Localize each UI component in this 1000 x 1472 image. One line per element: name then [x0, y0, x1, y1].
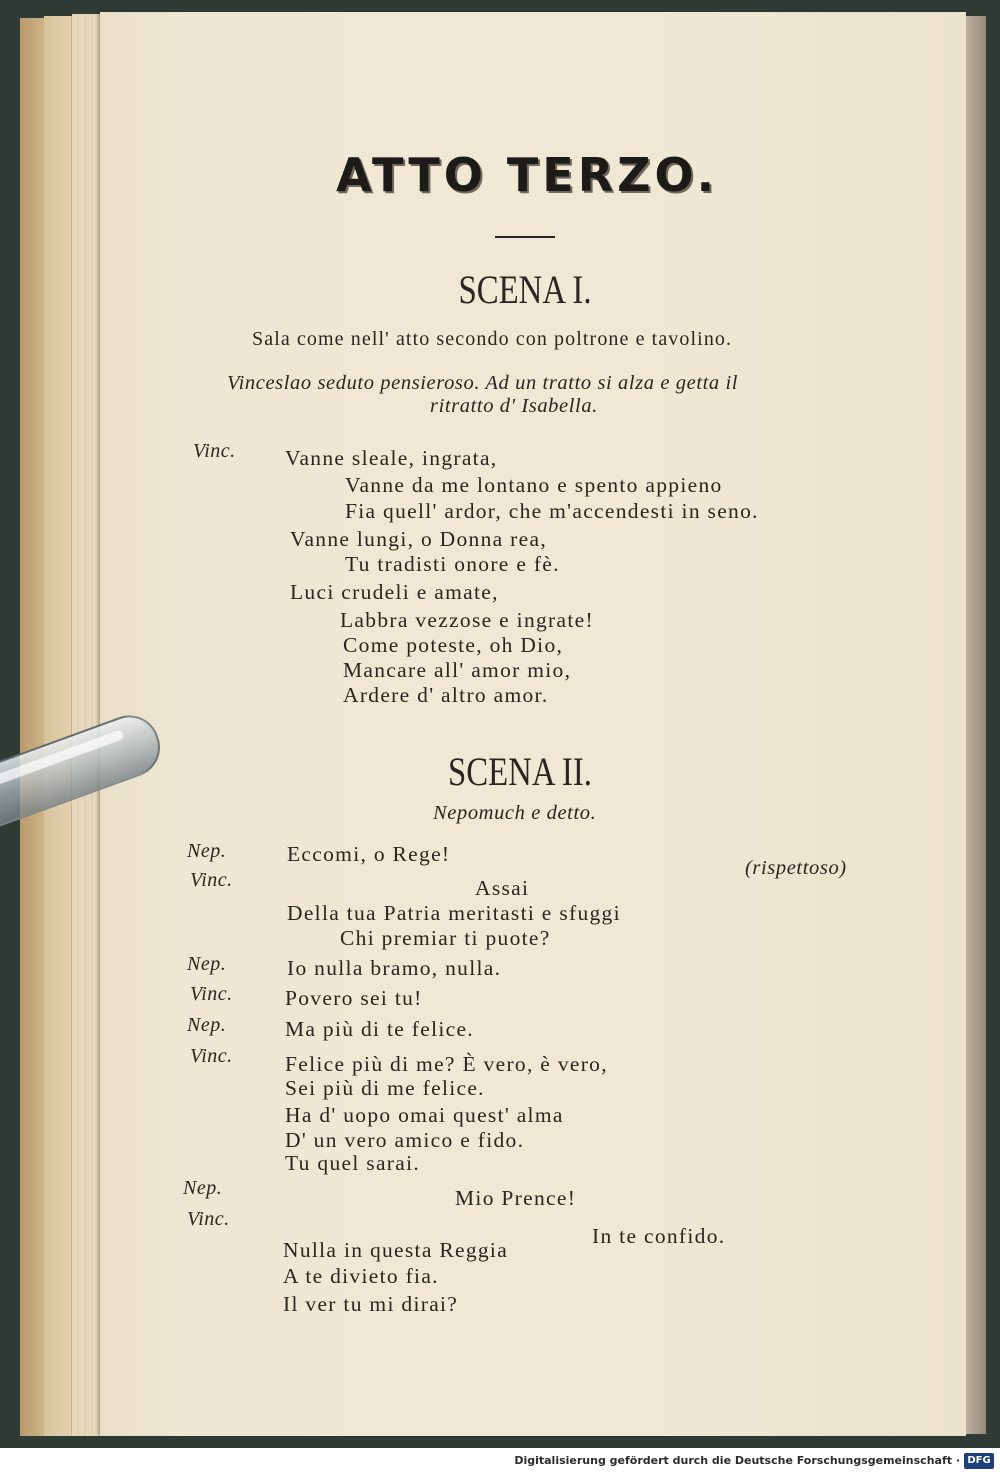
- scene-2-heading: SCENA II.: [448, 749, 592, 794]
- verse-line: Tu quel sarai.: [285, 1151, 421, 1175]
- verse-line: Ma più di te felice.: [285, 1017, 474, 1041]
- page-edge-middle: [44, 16, 72, 1436]
- scene-1-direction-line: ritratto d' Isabella.: [430, 395, 598, 417]
- verse-line: Vanne sleale, ingrata,: [285, 446, 498, 470]
- book-page: [100, 12, 966, 1436]
- clamp-highlight: [0, 729, 125, 790]
- verse-line: A te divieto fia.: [283, 1264, 439, 1288]
- scene-2-direction: Nepomuch e detto.: [433, 802, 597, 824]
- verse-line: Labbra vezzose e ingrate!: [340, 608, 594, 632]
- verse-line: Della tua Patria meritasti e sfuggi: [287, 901, 621, 925]
- scene-1-setting: Sala come nell' atto secondo con poltrone e tavolino.: [252, 328, 733, 350]
- verse-line: Ardere d' altro amor.: [343, 683, 549, 707]
- verse-line: Povero sei tu!: [285, 986, 423, 1010]
- speaker-label: Vinc.: [187, 1208, 230, 1230]
- speaker-label: Nep.: [187, 1014, 227, 1036]
- verse-line: Tu tradisti onore e fè.: [345, 552, 560, 576]
- verse-line: Nulla in questa Reggia: [283, 1238, 509, 1262]
- act-title: ATTO TERZO.: [335, 148, 719, 202]
- verse-line: Felice più di me? È vero, è vero,: [285, 1052, 608, 1076]
- speaker-label: Nep.: [187, 840, 227, 862]
- verse-line: Mio Prence!: [455, 1186, 577, 1210]
- page-edge-right: [966, 16, 986, 1434]
- scene-1-heading: SCENA I.: [458, 267, 592, 312]
- verse-line: Mancare all' amor mio,: [343, 658, 572, 682]
- verse-line: Vanne da me lontano e spento appieno: [345, 473, 723, 497]
- speaker-label: Nep.: [183, 1177, 223, 1199]
- verse-line: Luci crudeli e amate,: [290, 580, 499, 604]
- verse-line: Il ver tu mi dirai?: [283, 1292, 459, 1316]
- stage-aside: (rispettoso): [745, 857, 847, 879]
- verse-line: Assai: [475, 876, 530, 900]
- verse-line: Chi premiar ti puote?: [340, 926, 551, 950]
- speaker-label: Vinc.: [190, 869, 233, 891]
- speaker-label: Vinc.: [193, 440, 236, 462]
- verse-line: Fia quell' ardor, che m'accendesti in seno.: [345, 499, 759, 523]
- page-edge-outer: [20, 18, 44, 1436]
- digitization-credit: Digitalisierung gefördert durch die Deutsche Forschungsgemeinschaft ·: [514, 1454, 960, 1467]
- verse-line: Io nulla bramo, nulla.: [287, 956, 502, 980]
- verse-line: Come poteste, oh Dio,: [343, 633, 564, 657]
- title-divider: [495, 236, 555, 238]
- verse-line: D' un vero amico e fido.: [285, 1128, 525, 1152]
- scene-1-direction-line: Vinceslao seduto pensieroso. Ad un tratto si alza e getta il: [227, 372, 739, 394]
- dfg-logo-icon: DFG: [964, 1453, 994, 1469]
- speaker-label: Vinc.: [190, 983, 233, 1005]
- verse-line: Ha d' uopo omai quest' alma: [285, 1103, 564, 1127]
- verse-line: In te confido.: [592, 1224, 726, 1248]
- speaker-label: Vinc.: [190, 1045, 233, 1067]
- verse-line: Sei più di me felice.: [285, 1076, 485, 1100]
- verse-line: Vanne lungi, o Donna rea,: [290, 527, 547, 551]
- verse-line: Eccomi, o Rege!: [287, 842, 451, 866]
- speaker-label: Nep.: [187, 953, 227, 975]
